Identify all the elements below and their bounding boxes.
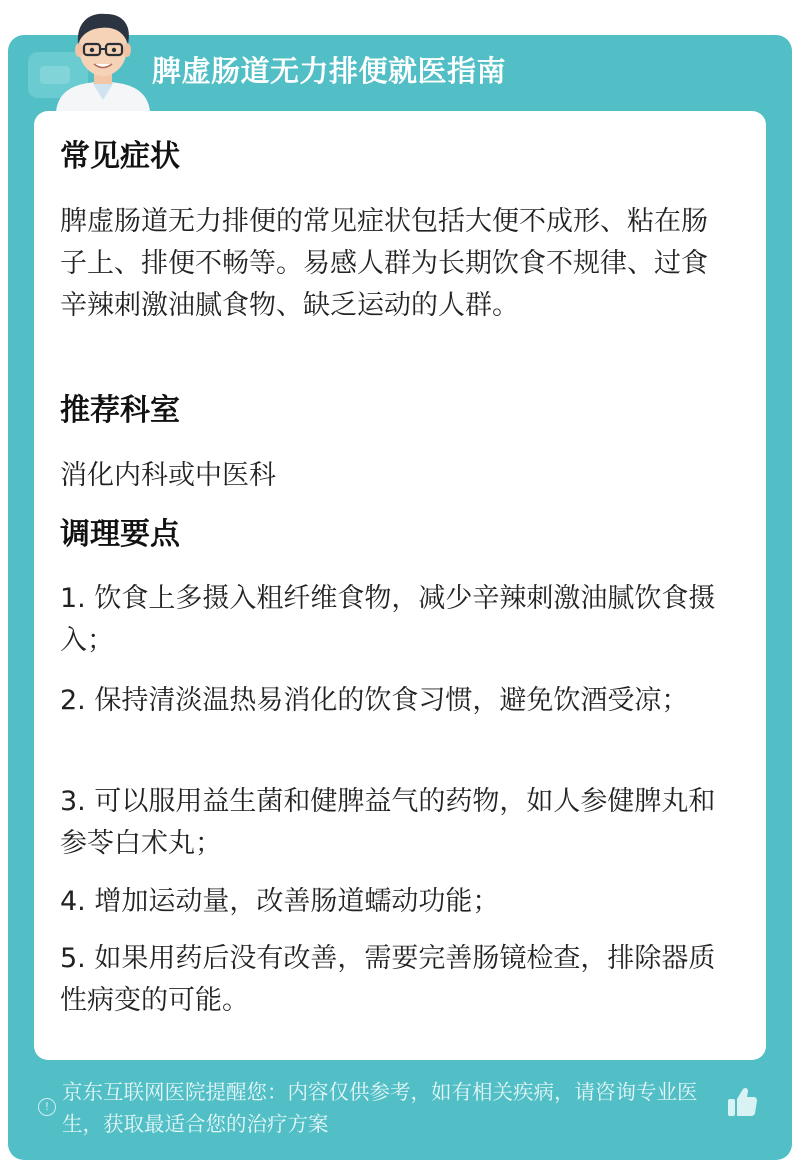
care-point-5: 5. 如果用药后没有改善，需要完善肠镜检查，排除器质性病变的可能。 xyxy=(60,943,716,1016)
thumbs-up-icon[interactable] xyxy=(724,1084,760,1120)
section-heading-care-points: 调理要点 xyxy=(60,517,180,552)
section-heading-symptoms: 常见症状 xyxy=(60,139,180,174)
page-title: 脾虚肠道无力排便就医指南 xyxy=(152,54,507,88)
care-point-1: 1. 饮食上多摄入粗纤维食物，减少辛辣刺激油腻饮食摄入； xyxy=(60,583,716,656)
care-point-3: 3. 可以服用益生菌和健脾益气的药物，如人参健脾丸和参苓白术丸； xyxy=(60,786,716,859)
symptoms-paragraph: 脾虚肠道无力排便的常见症状包括大便不成形、粘在肠子上、排便不畅等。易感人群为长期饮食不规律、过食辛辣刺激油腻食物、缺乏运动的人群。 xyxy=(60,206,708,321)
department-paragraph: 消化内科或中医科 xyxy=(60,460,276,491)
doctor-avatar xyxy=(48,4,158,112)
care-point-4: 4. 增加运动量，改善肠道蠕动功能； xyxy=(60,886,500,917)
care-point-2: 2. 保持清淡温热易消化的饮食习惯，避免饮酒受凉； xyxy=(60,685,689,716)
footer-disclaimer: 京东互联网医院提醒您：内容仅供参考，如有相关疾病，请咨询专业医生，获取最适合您的治疗方案 xyxy=(62,1080,698,1136)
info-icon: ! xyxy=(38,1098,56,1116)
section-heading-department: 推荐科室 xyxy=(60,393,180,428)
